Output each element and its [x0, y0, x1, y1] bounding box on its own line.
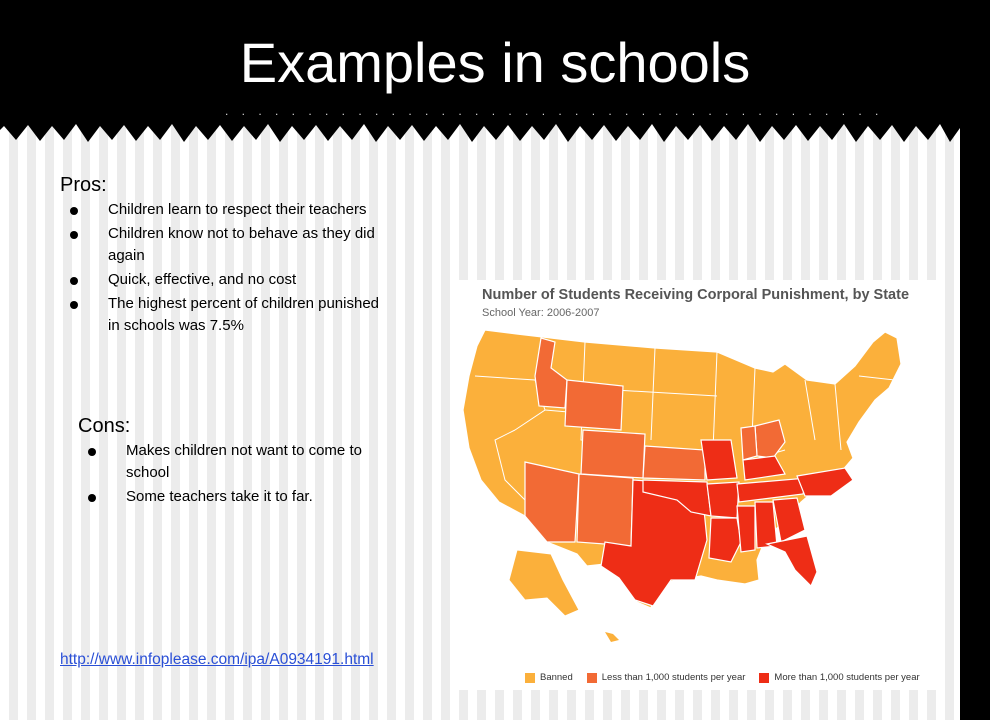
map-state-indiana — [741, 426, 757, 460]
pros-item: Quick, effective, and no cost — [66, 269, 381, 291]
map-state-arizona — [525, 462, 579, 542]
source-link[interactable]: http://www.infoplease.com/ipa/A0934191.html — [60, 651, 374, 668]
map-state-missouri — [701, 440, 737, 480]
legend-label: Banned — [540, 672, 573, 683]
title-dotted-divider: . . . . . . . . . . . . . . . . . . . . . . . . . . . . . . . . . . . . . . . . — [225, 104, 884, 118]
legend-item — [759, 672, 919, 683]
legend-item — [525, 672, 573, 683]
cons-list — [84, 440, 364, 510]
map-state-hawaii — [605, 632, 619, 642]
pros-item: Children know not to behave as they did again — [66, 223, 381, 267]
cons-item: Makes children not want to come to school — [84, 440, 364, 484]
pros-item: Children learn to respect their teachers — [66, 199, 381, 221]
map-state-new-mexico — [577, 474, 633, 546]
map-state-alabama — [755, 502, 777, 548]
map-state-colorado — [581, 430, 645, 478]
map-state-florida — [767, 536, 817, 586]
pros-item: The highest percent of children punished in schools was 7.5% — [66, 293, 381, 337]
cons-heading: Cons: — [78, 415, 131, 437]
map-state-arkansas — [707, 482, 739, 518]
legend-item — [587, 672, 746, 683]
map-state-wyoming — [565, 380, 623, 430]
legend-swatch — [525, 673, 535, 683]
legend-swatch — [759, 673, 769, 683]
map-state-kansas — [643, 446, 705, 480]
us-map-graphic — [455, 280, 943, 660]
pros-heading: Pros: — [60, 174, 107, 196]
map-legend — [525, 672, 934, 683]
map-state-georgia — [773, 498, 805, 542]
legend-label: More than 1,000 students per year — [774, 672, 920, 683]
map-subtitle: School Year: 2006-2007 — [482, 307, 600, 319]
slide-title: Examples in schools — [239, 31, 751, 94]
corporal-punishment-map — [455, 280, 943, 690]
map-title: Number of Students Receiving Corporal Punishment, by State — [482, 287, 910, 303]
pros-list — [66, 199, 381, 339]
map-state-alaska — [509, 550, 579, 616]
legend-label: Less than 1,000 students per year — [601, 672, 746, 683]
cons-item: Some teachers take it to far. — [84, 486, 364, 508]
legend-swatch — [587, 673, 597, 683]
